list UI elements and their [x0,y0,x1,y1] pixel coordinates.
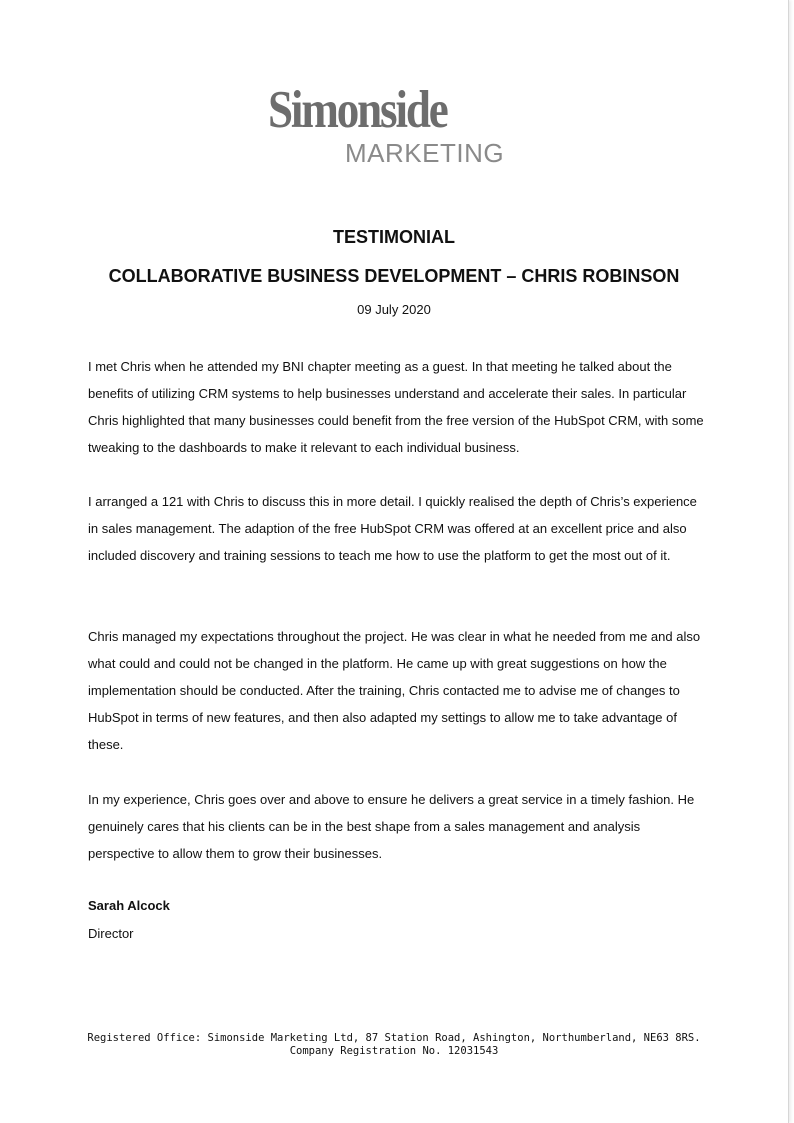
document-title: TESTIMONIAL [333,227,455,247]
body-paragraph-2: I arranged a 121 with Chris to discuss this in more detail. I quickly realised the depth of Chris’s experience in sales management. The adaption of the free HubSpot CRM was offered at an excellent price and also included discovery and training sessions to teach me how to use the platform to get the most out of it. [88,494,697,563]
footer-registered-office: Registered Office: Simonside Marketing Ltd, 87 Station Road, Ashington, Northumberland, NE63 8RS. [87,1032,701,1044]
document-subtitle: COLLABORATIVE BUSINESS DEVELOPMENT – CHRIS ROBINSON [108,266,680,286]
company-logo [0,78,788,178]
body-paragraph-4: In my experience, Chris goes over and above to ensure he delivers a great service in a timely fashion. He genuinely cares that his clients can be in the best shape from a sales management and analysis perspective to allow them to grow their businesses. [88,792,695,861]
logo-wordmark: Simonside [268,81,447,139]
body-paragraph-3: Chris managed my expectations throughout the project. He was clear in what he needed from me and also what could and could not be changed in the platform. He came up with great suggestions on how the implementation should be conducted. After the training, Chris contacted me to advise me of changes to HubSpot in terms of new features, and then also adapted my settings to allow me to take advantage of these. [88,629,701,752]
document-date: 09 July 2020 [357,302,431,317]
logo-tagline: MARKETING [345,138,505,168]
page-footer [0,1032,788,1058]
footer-company-registration: Company Registration No. 12031543 [289,1045,499,1057]
signer-name: Sarah Alcock [88,898,170,913]
signer-role: Director [88,926,134,941]
body-paragraph-1: I met Chris when he attended my BNI chapter meeting as a guest. In that meeting he talked about the benefits of utilizing CRM systems to help businesses understand and accelerate their sales. In particular Chris highlighted that many businesses could benefit from the free version of the HubSpot CRM, with some tweaking to the dashboards to make it relevant to each individual business. [88,359,704,455]
